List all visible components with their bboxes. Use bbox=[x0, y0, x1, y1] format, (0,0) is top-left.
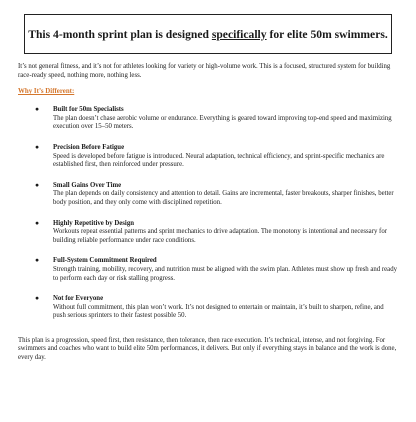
item-body: Strength training, mobility, recovery, and nutrition must be aligned with the swim plan. Athletes must show up fresh and ready to perform each day or risk stalling progress. bbox=[53, 265, 397, 282]
reasons-list bbox=[18, 106, 398, 321]
bullet-icon: ● bbox=[35, 219, 40, 227]
item-title: Built for 50m Specialists bbox=[53, 106, 124, 114]
item-title: Small Gains Over Time bbox=[53, 181, 122, 189]
item-title: Highly Repetitive by Design bbox=[53, 219, 134, 227]
list-item bbox=[18, 220, 398, 246]
list-item bbox=[18, 106, 398, 132]
bullet-icon: ● bbox=[35, 181, 40, 189]
list-item bbox=[18, 182, 398, 208]
title-after: for elite 50m swimmers. bbox=[266, 27, 388, 41]
why-heading: Why It’s Different: bbox=[18, 88, 75, 96]
page-title bbox=[28, 28, 388, 41]
item-body: Workouts repeat essential patterns and sprint mechanics to drive adaptation. The monotony is intentional and necessary for building reliable performance under race conditions. bbox=[53, 228, 387, 244]
bullet-icon: ● bbox=[35, 106, 40, 114]
item-title: Precision Before Fatigue bbox=[53, 143, 125, 151]
document-page bbox=[0, 14, 416, 422]
bullet-icon: ● bbox=[35, 295, 40, 303]
title-before: This 4-month sprint plan is designed bbox=[28, 27, 212, 41]
item-body: Without full commitment, this plan won’t work. It’s not designed to entertain or maintain, it’s built to sharpen, refine, and push serious sprinters to their fastest possible 50. bbox=[53, 303, 384, 320]
bullet-icon: ● bbox=[35, 143, 40, 151]
item-title: Not for Everyone bbox=[53, 295, 104, 303]
outro-paragraph: This plan is a progression, speed first, then resistance, then tolerance, then race execution. It’s technical, intense, and not forgiving. For swimmers and coaches who want to build elite 50m performances, it delivers. But only if everything stays in balance and the work is done, every day. bbox=[18, 336, 397, 362]
title-box bbox=[24, 14, 392, 54]
item-title: Full-System Commitment Required bbox=[53, 257, 157, 265]
title-emphasis: specifically bbox=[211, 27, 267, 41]
list-item bbox=[18, 144, 398, 170]
list-item bbox=[18, 257, 398, 283]
item-body: The plan depends on daily consistency and attention to detail. Gains are incremental, faster breakouts, sharper finishes, better body position, and they only come with disciplined repetition. bbox=[53, 190, 394, 206]
item-body: Speed is developed before fatigue is introduced. Neural adaptation, technical efficiency, and sprint-specific mechanics are established first, then reinforced under pressure. bbox=[53, 152, 385, 169]
item-body: The plan doesn’t chase aerobic volume or endurance. Everything is geared toward improving top-end speed and maximizing execution over 15–50 meters. bbox=[53, 114, 392, 131]
intro-paragraph: It’s not general fitness, and it’s not for athletes looking for variety or high-volume work. This is a focused, structured system for building race-ready speed, nothing more, nothing less. bbox=[18, 63, 391, 79]
bullet-icon: ● bbox=[35, 257, 40, 265]
list-item bbox=[18, 295, 398, 321]
